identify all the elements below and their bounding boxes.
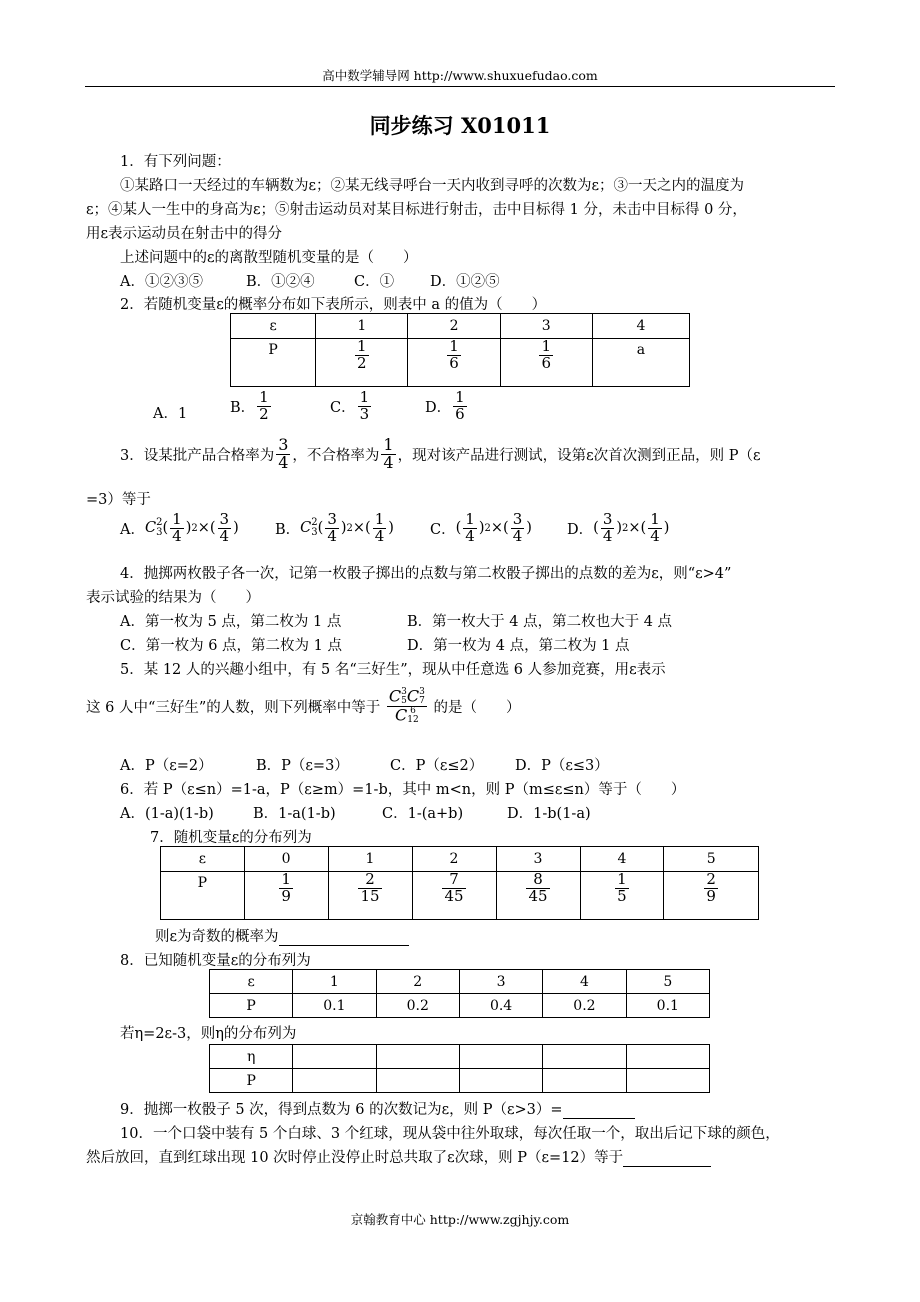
q7-head-5: 5 <box>664 847 759 872</box>
q7-p-2: $\frac{7}{45}$ <box>412 872 496 920</box>
q8-eta-cell[interactable] <box>460 1045 543 1069</box>
q7-head-2: 2 <box>412 847 496 872</box>
q8-table <box>209 969 710 1018</box>
q1-line2: ε；④某人一生中的身高为ε；⑤射击运动员对某目标进行射击，击中目标得 1 分，未击中目标得 0 分， <box>86 202 747 218</box>
q2-stem: 2．若随机变量ε的概率分布如下表所示，则表中 a 的值为（ ） <box>120 297 547 313</box>
header-rule <box>85 86 835 87</box>
q7-p-1: $\frac{2}{15}$ <box>328 872 412 920</box>
q5-option-a: A．P（ε=2） <box>120 758 213 774</box>
q1-line1: ①某路口一天经过的车辆数为ε；②某无线寻呼台一天内收到寻呼的次数为ε；③一天之内的温度为 <box>120 178 745 194</box>
q4-line1: 4．抛掷两枚骰子各一次，记第一枚骰子掷出的点数与第二枚骰子掷出的点数的差为ε，则“ε>4” <box>120 566 732 582</box>
q7-p-5: $\frac{2}{9}$ <box>664 872 759 920</box>
q4-option-a: A．第一枚为 5 点，第二枚为 1 点 <box>120 614 342 630</box>
q4-option-c: C．第一枚为 6 点，第二枚为 1 点 <box>120 638 342 654</box>
q8-head-2: 2 <box>376 970 459 994</box>
q8-eta-cell[interactable] <box>626 1045 709 1069</box>
q10-answer-blank[interactable] <box>623 1150 711 1167</box>
q5-option-d: D．P（ε≤3） <box>515 758 609 774</box>
q7-p-3: $\frac{8}{45}$ <box>496 872 580 920</box>
q7-p-label: P <box>161 872 245 920</box>
q8-eta-p-cell[interactable] <box>626 1069 709 1093</box>
q6-option-d: D．1-b(1-a) <box>507 806 591 822</box>
q7-p-4: $\frac{1}{5}$ <box>580 872 664 920</box>
q2-option-a: A．1 <box>153 406 188 422</box>
q8-head-5: 5 <box>626 970 709 994</box>
q2-p-1: $\frac{1}{2}$ <box>316 339 408 387</box>
q8-p-label: P <box>210 994 293 1018</box>
q2-head-4: 4 <box>592 314 689 339</box>
page-footer: 京翰教育中心 http://www.zgjhjy.com <box>350 1212 570 1227</box>
q2-head-1: 1 <box>316 314 408 339</box>
q7-head-1: 1 <box>328 847 412 872</box>
q8-p-4: 0.2 <box>543 994 626 1018</box>
q1-option-a: A．①②③⑤ <box>120 274 203 290</box>
q2-p-2: $\frac{1}{6}$ <box>408 339 500 387</box>
q8-head-3: 3 <box>459 970 542 994</box>
q8-head-4: 4 <box>543 970 626 994</box>
q6-option-c: C．1-(a+b) <box>382 806 464 822</box>
q1-line4: 上述问题中的ε的离散型随机变量的是（ ） <box>120 250 418 266</box>
q9-answer-blank[interactable] <box>563 1102 635 1119</box>
q8-eta-p-cell[interactable] <box>376 1069 459 1093</box>
q3-option-a: A． C 2 3 ( $\frac{1}{4}$ ) 2 ×( $\frac{3}{4}$ ) <box>120 510 239 545</box>
q8-head-1: 1 <box>293 970 376 994</box>
q6-line1: 6．若 P（ε≤n）=1-a，P（ε≥m）=1-b，其中 m<n，则 P（m≤ε≤n）等于（ ） <box>120 782 686 798</box>
q7-tail: 则ε为奇数的概率为 <box>155 925 409 946</box>
q7-answer-blank[interactable] <box>279 929 409 946</box>
q7-head-4: 4 <box>580 847 664 872</box>
q2-p-4: a <box>592 339 689 387</box>
q8-eta-p-cell[interactable] <box>543 1069 626 1093</box>
q8-p-2: 0.2 <box>376 994 459 1018</box>
q3-option-d: D． ( $\frac{3}{4}$ ) 2 ×( $\frac{1}{4}$ ) <box>567 510 670 545</box>
q5-combination-fraction: C 3 5 C 3 7 C 6 12 <box>388 686 425 725</box>
q5-option-b: B．P（ε=3） <box>256 758 349 774</box>
page-header: 高中数学辅导网 http://www.shuxuefudao.com <box>322 68 598 83</box>
q8-head-eps: ε <box>210 970 293 994</box>
q8-p-5: 0.1 <box>626 994 709 1018</box>
q8-eta-p-cell[interactable] <box>460 1069 543 1093</box>
q2-option-b: B． $\frac{1}{2}$ <box>230 388 269 423</box>
q2-option-d: D． $\frac{1}{6}$ <box>425 388 465 423</box>
q4-option-b: B．第一枚大于 4 点，第二枚也大于 4 点 <box>407 614 673 630</box>
q8-eta-cell[interactable] <box>293 1045 376 1069</box>
q1-option-d: D．①②⑤ <box>430 274 500 290</box>
q8-eta-line: 若η=2ε-3，则η的分布列为 <box>120 1026 297 1042</box>
q10-line2: 然后放回，直到红球出现 10 次时停止没停止时总共取了ε次球，则 P（ε=12）等于 <box>86 1146 711 1167</box>
q5-line1: 5．某 12 人的兴趣小组中，有 5 名“三好生”，现从中任意选 6 人参加竞赛，用ε表示 <box>120 662 666 678</box>
q8-eta-cell[interactable] <box>376 1045 459 1069</box>
q8-p-1: 0.1 <box>293 994 376 1018</box>
q8-eta-cell[interactable] <box>543 1045 626 1069</box>
q7-head-eps: ε <box>161 847 245 872</box>
q2-p-3: $\frac{1}{6}$ <box>500 339 592 387</box>
q7-head-0: 0 <box>244 847 328 872</box>
q2-p-label: P <box>231 339 316 387</box>
q2-head-3: 3 <box>500 314 592 339</box>
q8-eta-label: η <box>210 1045 293 1069</box>
q2-head-eps: ε <box>231 314 316 339</box>
q4-option-d: D．第一枚为 4 点，第二枚为 1 点 <box>407 638 630 654</box>
q3-option-c: C． ( $\frac{1}{4}$ ) 2 ×( $\frac{3}{4}$ ) <box>430 510 532 545</box>
q9-line: 9．抛掷一枚骰子 5 次，得到点数为 6 的次数记为ε，则 P（ε>3）= <box>120 1098 635 1119</box>
q7-head-3: 3 <box>496 847 580 872</box>
q1-stem: 1．有下列问题： <box>120 154 231 170</box>
q8-eta-p-cell[interactable] <box>293 1069 376 1093</box>
q8-p-3: 0.4 <box>459 994 542 1018</box>
q2-table <box>230 313 690 387</box>
q2-head-2: 2 <box>408 314 500 339</box>
q1-option-b: B．①②④ <box>246 274 315 290</box>
q3-option-b: B． C 2 3 ( $\frac{3}{4}$ ) 2 ×( $\frac{1}{4}$ ) <box>275 510 394 545</box>
q6-option-b: B．1-a(1-b) <box>253 806 336 822</box>
q3-line1: 3．设某批产品合格率为 $\frac{3}{4}$ ，不合格率为 $\frac{1}{4}$ ，现对该产品进行测试，设第ε次首次测到正品，则 P（ε <box>120 435 761 472</box>
q1-option-c: C．① <box>354 274 395 290</box>
q10-line1: 10．一个口袋中装有 5 个白球、3 个红球，现从袋中往外取球，每次任取一个，取出后记下球的颜色， <box>120 1126 780 1142</box>
q8-eta-table <box>209 1044 710 1093</box>
q7-p-0: $\frac{1}{9}$ <box>244 872 328 920</box>
q5-line2: 这 6 人中“三好生”的人数，则下列概率中等于 C 3 5 C 3 7 C 6 12 的是（ ） <box>86 686 521 725</box>
q2-option-c: C． $\frac{1}{3}$ <box>330 388 370 423</box>
q3-line2: =3）等于 <box>86 492 151 508</box>
q1-line3: 用ε表示运动员在射击中的得分 <box>86 226 283 242</box>
page-title: 同步练习 X01011 <box>369 113 551 138</box>
q8-stem: 8．已知随机变量ε的分布列为 <box>120 953 311 969</box>
q8-eta-p-label: P <box>210 1069 293 1093</box>
q6-option-a: A．(1-a)(1-b) <box>120 806 214 822</box>
q7-stem: 7．随机变量ε的分布列为 <box>150 830 312 846</box>
q7-table <box>160 846 759 920</box>
q4-line2: 表示试验的结果为（ ） <box>86 590 260 606</box>
q5-option-c: C．P（ε≤2） <box>390 758 484 774</box>
